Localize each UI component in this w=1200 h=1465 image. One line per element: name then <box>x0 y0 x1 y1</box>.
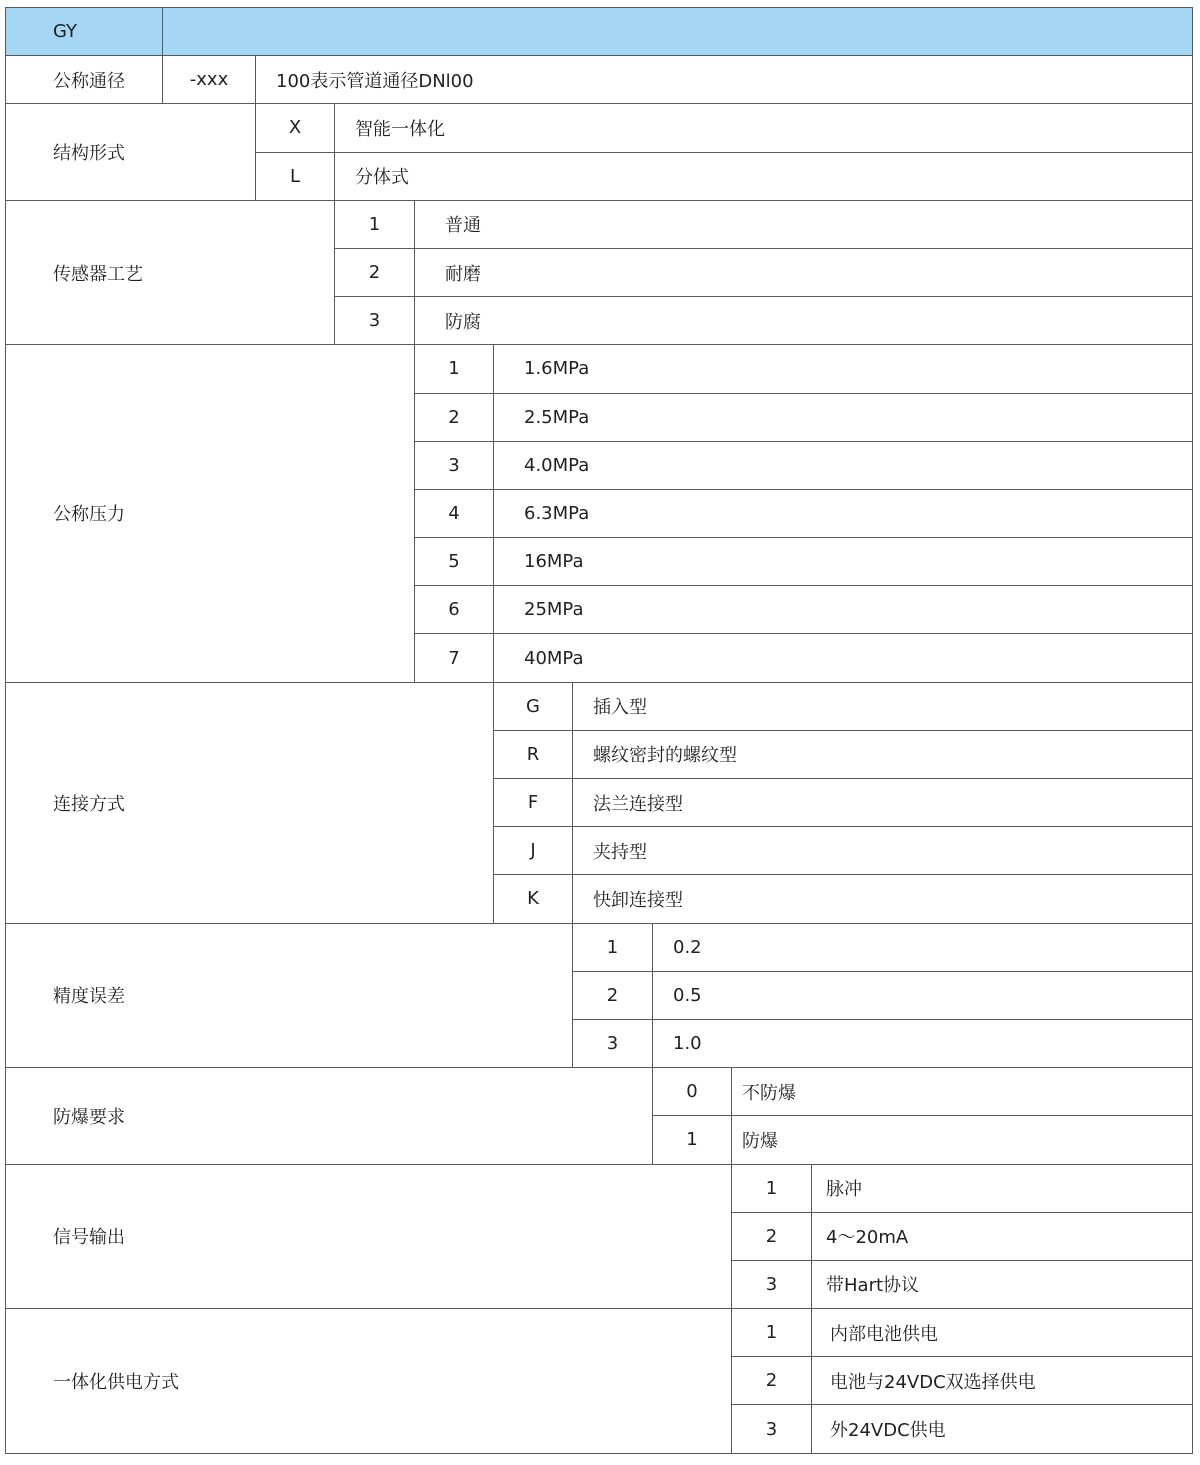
power-supply-label: 一体化供电方式 <box>6 1309 732 1454</box>
accuracy-row <box>6 923 1193 971</box>
sensor-process-label: 传感器工艺 <box>6 200 335 345</box>
option-text: 40MPa <box>494 634 1193 682</box>
model-selection-table <box>5 7 1193 1454</box>
option-text: 2.5MPa <box>494 393 1193 441</box>
accuracy-label: 精度误差 <box>6 923 573 1068</box>
option-code: 5 <box>415 538 494 586</box>
nominal-diameter-code: -xxx <box>163 56 256 104</box>
option-text: 25MPa <box>494 586 1193 634</box>
option-code: 4 <box>415 489 494 537</box>
option-code: 1 <box>732 1164 812 1212</box>
option-code: 2 <box>335 248 415 296</box>
option-code: 3 <box>335 297 415 345</box>
option-text: 16MPa <box>494 538 1193 586</box>
header-row <box>6 8 1193 56</box>
option-code: 1 <box>653 1116 732 1164</box>
option-code: L <box>256 152 335 200</box>
explosion-proof-label: 防爆要求 <box>6 1068 653 1164</box>
structure-label: 结构形式 <box>6 104 256 200</box>
model-code: GY <box>6 8 163 56</box>
option-code: 2 <box>415 393 494 441</box>
option-text: 0.5 <box>653 971 1193 1019</box>
option-text: 0.2 <box>653 923 1193 971</box>
option-code: 1 <box>573 923 653 971</box>
sensor-process-row <box>6 200 1193 248</box>
signal-output-label: 信号输出 <box>6 1164 732 1309</box>
option-text: 螺纹密封的螺纹型 <box>573 730 1193 778</box>
option-text: 4.0MPa <box>494 441 1193 489</box>
option-code: 3 <box>732 1260 812 1308</box>
nominal-pressure-label: 公称压力 <box>6 345 415 682</box>
option-code: R <box>494 730 573 778</box>
option-text: 快卸连接型 <box>573 875 1193 923</box>
nominal-diameter-label: 公称通径 <box>6 56 163 104</box>
option-code: 2 <box>732 1357 812 1405</box>
option-code: 3 <box>732 1405 812 1454</box>
option-text: 法兰连接型 <box>573 779 1193 827</box>
option-code: G <box>494 682 573 730</box>
connection-row <box>6 682 1193 730</box>
option-code: 6 <box>415 586 494 634</box>
nominal-pressure-row <box>6 345 1193 393</box>
option-text: 1.0 <box>653 1019 1193 1067</box>
option-code: 1 <box>335 200 415 248</box>
power-supply-row <box>6 1309 1193 1357</box>
option-code: F <box>494 779 573 827</box>
option-text: 夹持型 <box>573 827 1193 875</box>
option-text: 插入型 <box>573 682 1193 730</box>
option-text: 不防爆 <box>732 1068 1193 1116</box>
nominal-diameter-description: 100表示管道通径DNl00 <box>256 56 1193 104</box>
option-text: 带Hart协议 <box>812 1260 1193 1308</box>
option-text: 脉冲 <box>812 1164 1193 1212</box>
option-text: 普通 <box>415 200 1193 248</box>
option-text: 耐磨 <box>415 248 1193 296</box>
option-code: J <box>494 827 573 875</box>
option-text: 智能一体化 <box>335 104 1193 152</box>
option-code: 1 <box>732 1309 812 1357</box>
structure-row <box>6 104 1193 152</box>
option-text: 1.6MPa <box>494 345 1193 393</box>
signal-output-row <box>6 1164 1193 1212</box>
option-text: 内部电池供电 <box>812 1309 1193 1357</box>
explosion-proof-row <box>6 1068 1193 1116</box>
option-text: 4～20mA <box>812 1212 1193 1260</box>
nominal-diameter-row <box>6 56 1193 104</box>
option-code: 7 <box>415 634 494 682</box>
option-code: 0 <box>653 1068 732 1116</box>
option-code: 2 <box>573 971 653 1019</box>
option-code: X <box>256 104 335 152</box>
option-code: 3 <box>415 441 494 489</box>
option-text: 防爆 <box>732 1116 1193 1164</box>
option-code: 2 <box>732 1212 812 1260</box>
option-code: 1 <box>415 345 494 393</box>
option-text: 6.3MPa <box>494 489 1193 537</box>
option-code: 3 <box>573 1019 653 1067</box>
option-text: 外24VDC供电 <box>812 1405 1193 1454</box>
option-code: K <box>494 875 573 923</box>
option-text: 分体式 <box>335 152 1193 200</box>
option-text: 防腐 <box>415 297 1193 345</box>
header-band <box>163 8 1193 56</box>
connection-label: 连接方式 <box>6 682 494 923</box>
option-text: 电池与24VDC双选择供电 <box>812 1357 1193 1405</box>
